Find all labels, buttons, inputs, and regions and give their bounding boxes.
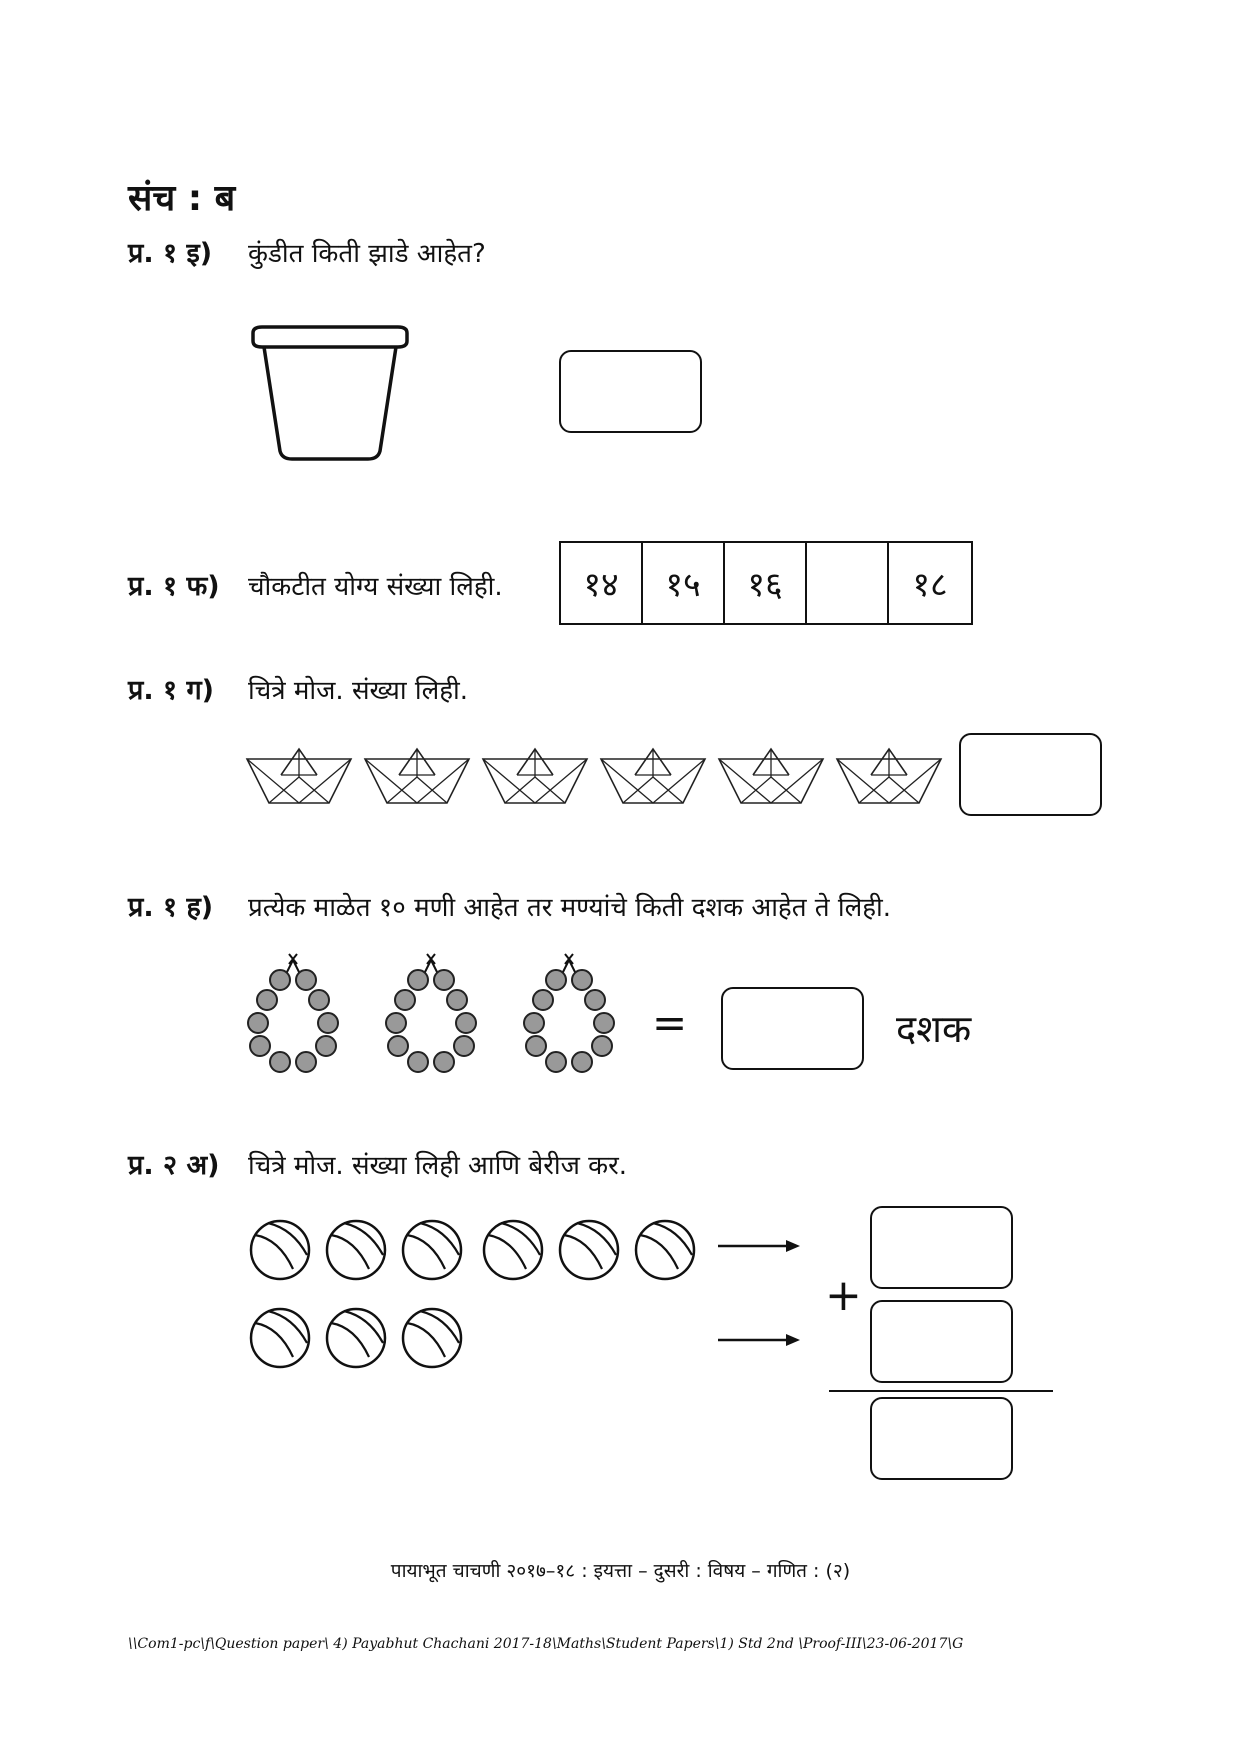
- arrow-right-icon: [718, 1240, 800, 1252]
- file-path-footer: \\Com1-pc\f\Question paper\ 4) Payabhut Chachani 2017-18\Maths\Student Papers\1) Std 2nd \Proof-III\23-06-2017\G: [128, 1636, 964, 1652]
- ball-icon: [251, 1309, 309, 1367]
- question-text-2a: चित्रे मोज. संख्या लिही आणि बेरीज कर.: [248, 1151, 628, 1181]
- ball-rows: [245, 1215, 705, 1375]
- paper-boat-icon: [601, 749, 705, 803]
- question-label-1h: प्र. १ ह): [128, 892, 214, 923]
- paper-boats-group: [245, 745, 965, 811]
- sequence-cell: १४: [561, 543, 643, 623]
- ball-icon: [251, 1221, 309, 1279]
- sum-line: [829, 1390, 1053, 1392]
- bead-necklace-icon: [386, 954, 476, 1072]
- ball-icon: [403, 1309, 461, 1367]
- paper-boat-icon: [837, 749, 941, 803]
- sequence-cell: १८: [912, 565, 948, 605]
- unit-label-dashak: दशक: [896, 1007, 972, 1051]
- question-label-2a: प्र. २ अ): [128, 1150, 220, 1181]
- question-text-1h: प्रत्येक माळेत १० मणी आहेत तर मण्यांचे किती दशक आहेत ते लिही.: [248, 893, 892, 923]
- ball-icon: [327, 1309, 385, 1367]
- answer-box-1g[interactable]: [959, 733, 1102, 816]
- ball-icon: [403, 1221, 461, 1279]
- plus-sign: +: [825, 1270, 862, 1321]
- paper-boat-icon: [719, 749, 823, 803]
- question-label-1g: प्र. १ ग): [128, 675, 215, 706]
- answer-box-2a-total[interactable]: [870, 1397, 1013, 1480]
- ball-icon: [636, 1221, 694, 1279]
- ball-icon: [560, 1221, 618, 1279]
- flower-pot-image: [250, 325, 410, 465]
- sequence-cell: १५: [643, 543, 725, 623]
- page-footer: पायाभूत चाचणी २०१७–१८ : इयत्ता – दुसरी : विषय – गणित : (२): [390, 1560, 851, 1582]
- sequence-cell: १६: [725, 543, 807, 623]
- question-text-1i: कुंडीत किती झाडे आहेत?: [248, 239, 486, 269]
- answer-box-1h[interactable]: [721, 987, 864, 1070]
- sequence-blank-cell[interactable]: [807, 543, 889, 623]
- question-label-1i: प्र. १ इ): [128, 238, 213, 269]
- paper-boat-icon: [365, 749, 469, 803]
- question-text-1g: चित्रे मोज. संख्या लिही.: [248, 676, 468, 706]
- question-text-1f: चौकटीत योग्य संख्या लिही.: [248, 572, 503, 602]
- arrows: [716, 1236, 806, 1356]
- paper-boat-icon: [483, 749, 587, 803]
- set-title: संच : ब: [128, 178, 236, 219]
- arrow-right-icon: [718, 1334, 800, 1346]
- number-sequence-table: [559, 541, 973, 625]
- paper-boat-icon: [247, 749, 351, 803]
- bead-necklace-icon: [248, 954, 338, 1072]
- ball-icon: [327, 1221, 385, 1279]
- question-label-1f: प्र. १ फ): [128, 571, 220, 602]
- equals-sign: =: [652, 998, 688, 1047]
- ball-icon: [484, 1221, 542, 1279]
- answer-box-2a-second[interactable]: [870, 1300, 1013, 1383]
- answer-box-2a-first[interactable]: [870, 1206, 1013, 1289]
- bead-necklaces-group: [245, 942, 645, 1081]
- answer-box-1i[interactable]: [559, 350, 702, 433]
- bead-necklace-icon: [524, 954, 614, 1072]
